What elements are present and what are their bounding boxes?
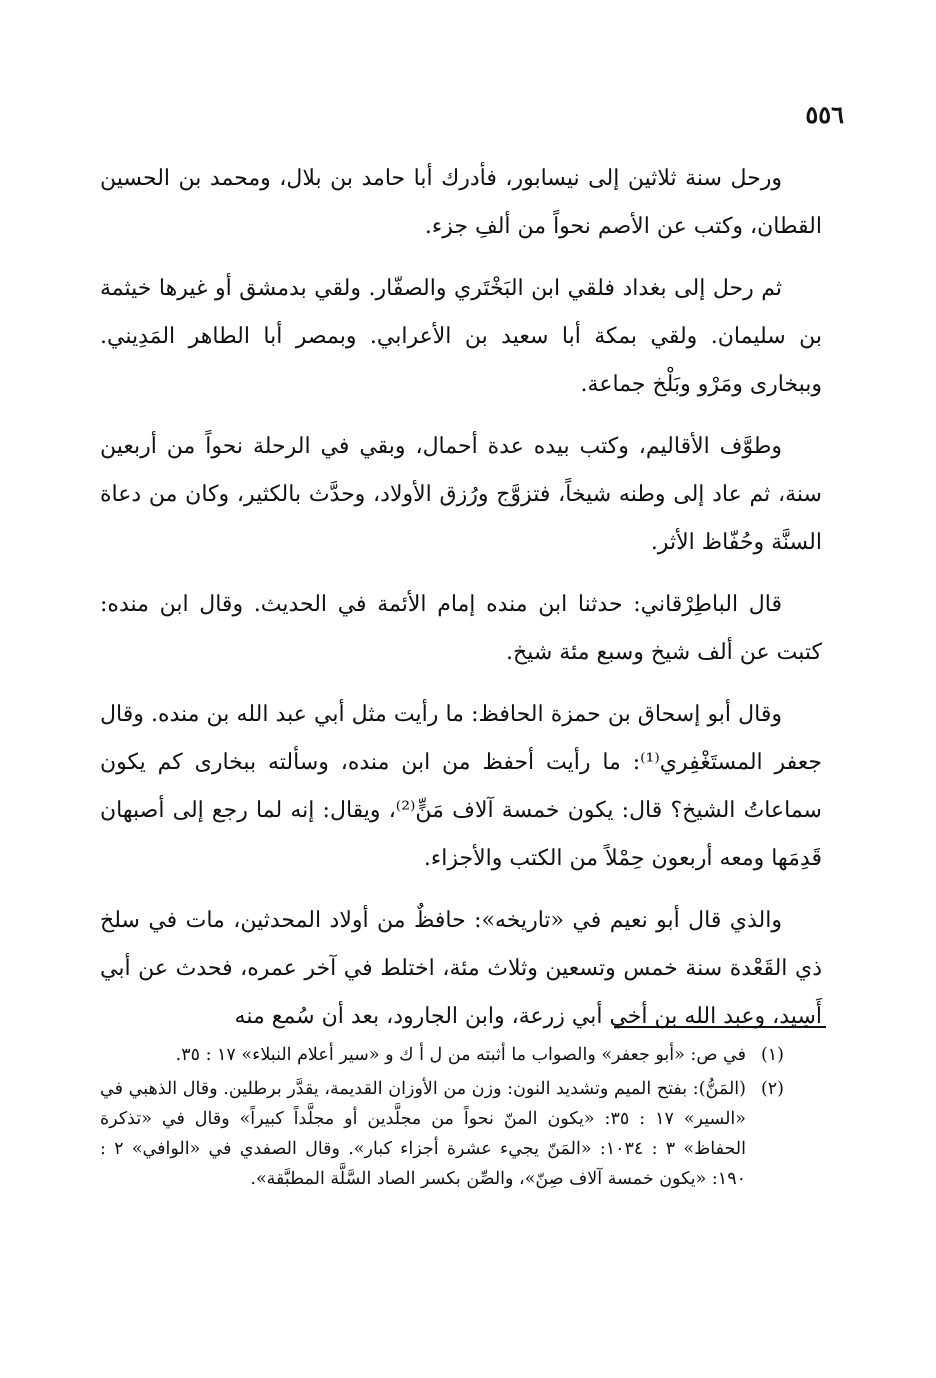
footnote-text: (المَنُّ): بفتح الميم وتشديد النون: وزن من الأوزان القديمة، يقدَّر برطلين. وقال الذهبي في «السير» ١٧ : ٣٥: «يكون المنّ نحواً من مجلَّدين أو مجلَّداً كبيراً» وقال في «تذكرة الحفاظ» ٣ : ١٠٣٤: «المَنّ يجيء عشرة أجزاء كبار». وقال الصفدي في «الوافي» ٢ : ١٩٠: «يكون خمسة آلاف صِنّ»، والصِّن بكسر الصاد السَّلَّة المطبَّقة». <box>100 1079 747 1189</box>
paragraph-4: قال الباطِرْقاني: حدثنا ابن منده إمام الأئمة في الحديث. وقال ابن منده: كتبت عن ألف شيخ وسبع مئة شيخ. <box>100 592 822 665</box>
footnote-divider <box>614 1026 826 1028</box>
footnote-number: (١) <box>760 1045 784 1065</box>
paragraph-1: ورحل سنة ثلاثين إلى نيسابور، فأدرك أبا حامد بن بلال، ومحمد بن الحسين القطان، وكتب عن الأصم نحواً من ألفِ جزء. <box>100 166 822 239</box>
page-number: ٥٥٦ <box>805 100 844 129</box>
paragraph-2: ثم رحل إلى بغداد فلقي ابن البَخْتَري والصفّار. ولقي بدمشق أو غيرها خيثمة بن سليمان. ولقي بمكة أبا سعيد بن الأعرابي. وبمصر أبا الطاهر المَدِيني. وببخارى ومَرْو وبَلْخ جماعة. <box>100 276 822 397</box>
footnote-1 <box>100 1040 800 1070</box>
paragraph-3: وطوَّف الأقاليم، وكتب بيده عدة أحمال، وبقي في الرحلة نحواً من أربعين سنة، ثم عاد إلى وطنه شيخاً، فتزوَّج ورُزق الأولاد، وحدَّث بالكثير، وكان من دعاة السنَّة وحُفّاظ الأثر. <box>100 434 822 555</box>
footnotes <box>100 1040 800 1198</box>
footnote-number: (٢) <box>760 1079 784 1099</box>
paragraph-6: والذي قال أبو نعيم في «تاريخه»: حافظٌ من أولاد المحدثين، مات في سلخ ذي القَعْدة سنة خمس وتسعين وثلاث مئة، اختلط في آخر عمره، فحدث عن أبي أَسِيد، وعبد الله بن أخي أبي زرعة، وابن الجارود، بعد أن سُمع منه <box>100 908 822 1029</box>
paragraph-5: وقال أبو إسحاق بن حمزة الحافظ: ما رأيت مثل أبي عبد الله بن منده. وقال جعفر المستَغْفِري⁽¹⁾: ما رأيت أحفظ من ابن منده، وسألته ببخارى كم يكون سماعاتُ الشيخ؟ قال: يكون خمسة آلاف مَنٍّ⁽²⁾، ويقال: إنه لما رجع إلى أصبهان قَدِمَها ومعه أربعون حِمْلاً من الكتب والأجزاء. <box>100 702 822 871</box>
footnote-2 <box>100 1074 800 1194</box>
main-text <box>100 155 822 1055</box>
footnote-text: في ص: «أبو جعفر» والصواب ما أثبته من ل أ ك و «سير أعلام النبلاء» ١٧ : ٣٥. <box>175 1045 746 1065</box>
